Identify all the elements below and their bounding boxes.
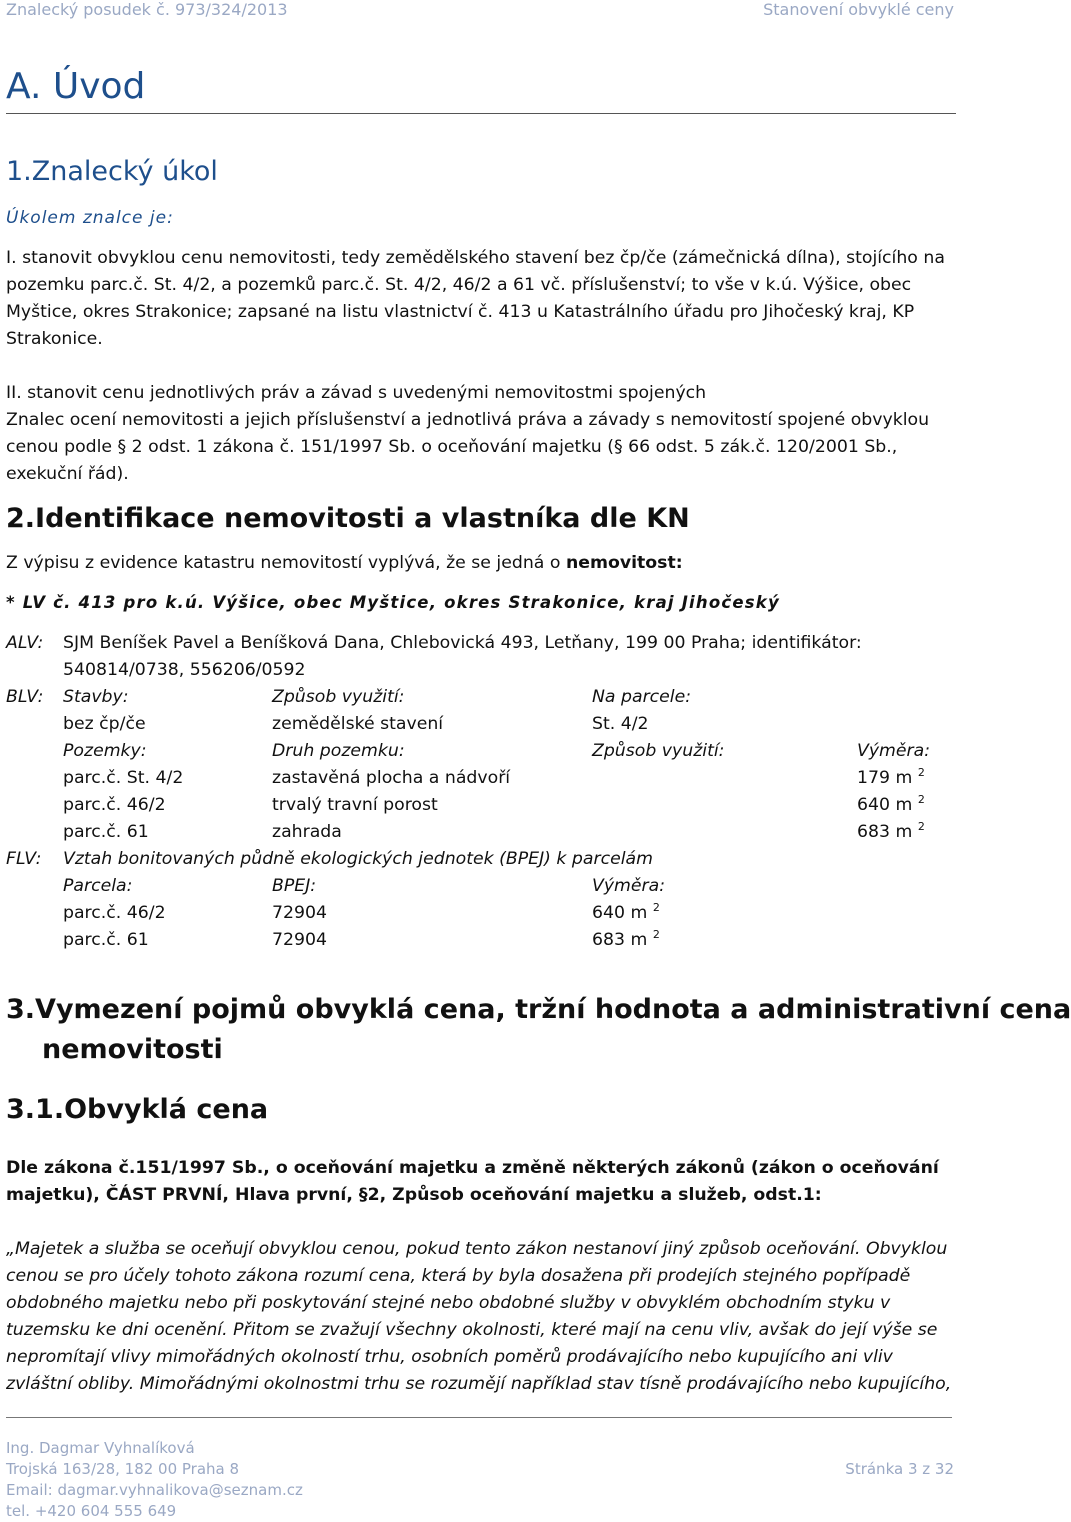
definitions-heading-line-1: 3.Vymezení pojmů obvyklá cena, tržní hodnota a administrativní cena (6, 994, 1071, 1025)
quote-line-1: „Majetek a služba se oceňují obvyklou cenou, pokud tento zákon nestanoví jiný způsob oceňování. Obvyklou (6, 1239, 948, 1259)
quote-line-4: tuzemsku ke dni ocenění. Přitom se zvažují všechny okolnosti, které mají na cenu vliv, avšak do její výše se (6, 1320, 938, 1340)
pozemek-parcela-2: parc.č. 46/2 (63, 795, 166, 815)
flv-label: FLV: (6, 849, 42, 869)
footer-divider (6, 1417, 952, 1418)
task-item-2-line-4: exekuční řád). (6, 464, 129, 484)
bpej-code-2: 72904 (272, 930, 327, 950)
task-item-1-line-2: pozemku parc.č. St. 4/2, a pozemků parc.č. St. 4/2, 46/2 a 61 vč. příslušenství; to vše v k.ú. Výšice, obec (6, 275, 912, 295)
stavba-parcela: St. 4/2 (592, 714, 649, 734)
bpej-code-1: 72904 (272, 903, 327, 923)
pozemek-parcela-3: parc.č. 61 (63, 822, 149, 842)
stavba-vyuziti: zemědělské stavení (272, 714, 444, 734)
task-heading: 1.Znalecký úkol (6, 156, 218, 187)
obvykla-cena-heading: 3.1.Obvyklá cena (6, 1094, 269, 1125)
identification-intro-bold: nemovitost: (565, 553, 683, 573)
pozemek-vymera-2: 640 m $^2$ (857, 793, 925, 815)
vymera-header: Výměra: (857, 741, 931, 761)
footer-email: Email: dagmar.vyhnalikova@seznam.cz (6, 1481, 303, 1499)
pozemek-vymera-3: 683 m $^2$ (857, 820, 925, 842)
alv-owner-line-1: SJM Beníšek Pavel a Beníšková Dana, Chlebovická 493, Letňany, 199 00 Praha; identifikátor: (63, 633, 862, 653)
law-description: , o oceňování majetku a změně některých zákonů (zákon o oceňování (263, 1158, 939, 1178)
footer-address: Trojská 163/28, 182 00 Praha 8 (6, 1460, 240, 1478)
blv-label: BLV: (6, 687, 44, 707)
task-item-2-line-3: cenou podle § 2 odst. 1 zákona č. 151/1997 Sb. o oceňování majetku (§ 66 odst. 5 zák.č. 120/2001 Sb., (6, 437, 898, 457)
pozemky-vyuziti-header: Způsob využití: (592, 741, 725, 761)
zpusob-vyuziti-header: Způsob využití: (272, 687, 405, 707)
quote-line-3: obdobného majetku nebo při poskytování stejné nebo obdobné služby v obvyklém obchodním styku v (6, 1293, 891, 1313)
section-divider (6, 113, 956, 114)
law-reference-line-2: majetku), ČÁST PRVNÍ, Hlava první, §2, Způsob oceňování majetku a služeb, odst.1: (6, 1185, 822, 1205)
identification-intro-text: Z výpisu z evidence katastru nemovitostí vyplývá, že se jedná o (6, 553, 561, 573)
bpej-vymera-header: Výměra: (592, 876, 666, 896)
definitions-heading-line-2: nemovitosti (42, 1034, 223, 1065)
bpej-vymera-1: 640 m $^2$ (592, 901, 660, 923)
identification-intro (6, 550, 683, 577)
law-reference-line-1 (6, 1155, 939, 1182)
header-section-title: Stanovení obvyklé ceny (763, 0, 954, 19)
alv-owner-line-2: 540814/0738, 556206/0592 (63, 660, 306, 680)
stavba-cp: bez čp/če (63, 714, 146, 734)
header-doc-title: Znalecký posudek č. 973/324/2013 (6, 0, 288, 19)
footer-name: Ing. Dagmar Vyhnalíková (6, 1439, 195, 1457)
task-item-1-line-1: I. stanovit obvyklou cenu nemovitosti, tedy zemědělského stavení bez čp/če (zámečnická dílna), stojícího na (6, 248, 945, 268)
bpej-parcela-2: parc.č. 61 (63, 930, 149, 950)
alv-label: ALV: (6, 633, 44, 653)
section-title: A. Úvod (6, 66, 146, 107)
task-item-2-line-2: Znalec ocení nemovitosti a jejich příslušenství a jednotlivá práva a závady s nemovitostí spojené obvyklou (6, 410, 930, 430)
quote-line-5: nepromítají vlivy mimořádných okolností trhu, osobních poměrů prodávajícího nebo kupujícího ani vliv (6, 1347, 893, 1367)
task-item-1-line-3: Myštice, okres Strakonice; zapsané na listu vlastnictví č. 413 u Katastrálního úřadu pro Jihočeský kraj, KP (6, 302, 915, 322)
druh-pozemku-header: Druh pozemku: (272, 741, 405, 761)
task-item-2-line-1: II. stanovit cenu jednotlivých práv a závad s uvedenými nemovitostmi spojených (6, 383, 707, 403)
footer-page-number: Stránka 3 z 32 (845, 1460, 954, 1478)
law-name: Dle zákona č.151/1997 Sb. (6, 1158, 264, 1178)
identification-heading: 2.Identifikace nemovitosti a vlastníka dle KN (6, 503, 690, 534)
pozemek-parcela-1: parc.č. St. 4/2 (63, 768, 184, 788)
bpej-vymera-2: 683 m $^2$ (592, 928, 660, 950)
quote-line-6: zvláštní obliby. Mimořádnými okolnostmi trhu se rozumějí například stav tísně prodávajícího nebo kupujícího, (6, 1374, 952, 1394)
pozemek-vymera-1: 179 m $^2$ (857, 766, 925, 788)
lv-line: * LV č. 413 pro k.ú. Výšice, obec Myštice, okres Strakonice, kraj Jihočeský (6, 593, 780, 612)
task-subheading: Úkolem znalce je: (6, 208, 174, 228)
na-parcele-header: Na parcele: (592, 687, 692, 707)
bpej-parcela-1: parc.č. 46/2 (63, 903, 166, 923)
pozemek-druh-2: trvalý travní porost (272, 795, 438, 815)
footer-phone: tel. +420 604 555 649 (6, 1502, 177, 1520)
task-item-1-line-4: Strakonice. (6, 329, 103, 349)
bpej-header: BPEJ: (272, 876, 317, 896)
quote-line-2: cenou se pro účely tohoto zákona rozumí cena, která by byla dosažena při prodejích stejného popřípadě (6, 1266, 911, 1286)
pozemek-druh-1: zastavěná plocha a nádvoří (272, 768, 511, 788)
pozemek-druh-3: zahrada (272, 822, 342, 842)
bpej-parcela-header: Parcela: (63, 876, 133, 896)
flv-title: Vztah bonitovaných půdně ekologických jednotek (BPEJ) k parcelám (63, 849, 653, 869)
pozemky-header: Pozemky: (63, 741, 147, 761)
stavby-header: Stavby: (63, 687, 129, 707)
